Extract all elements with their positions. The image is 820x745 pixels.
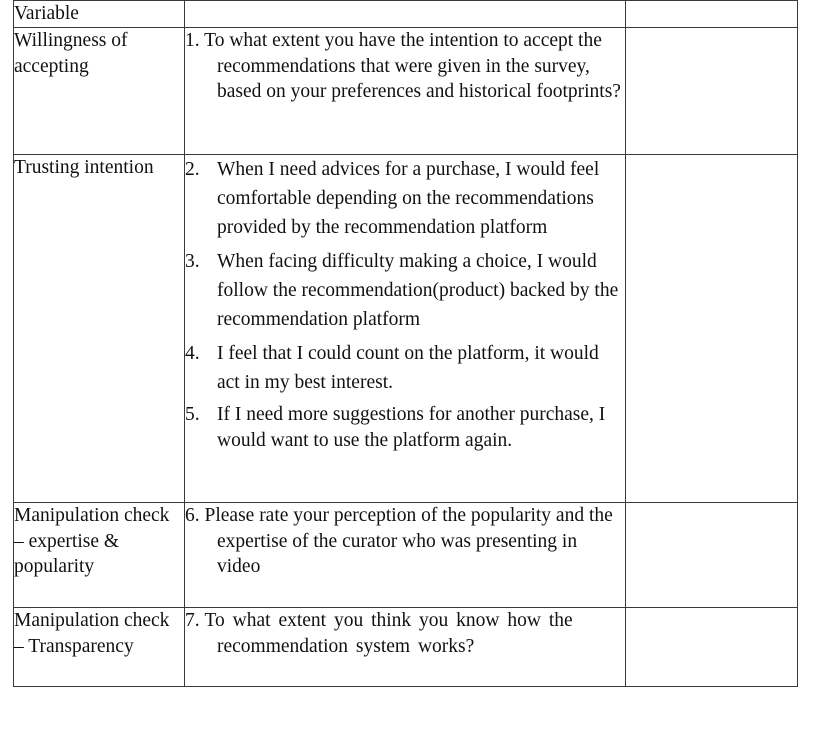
survey-item (185, 247, 625, 334)
item-number: 2. (185, 159, 200, 180)
items-cell (185, 155, 626, 503)
survey-item (185, 28, 625, 105)
item-text: When I need advices for a purchase, I would feel comfortable depending on the recommendations provided by the recommendation platform (217, 159, 600, 238)
survey-item (185, 339, 625, 397)
item-text: When facing difficulty making a choice, I would follow the recommendation(product) backed by the recommendation platform (217, 251, 619, 330)
variable-cell: Willingness of accepting (14, 28, 185, 155)
variable-cell: Manipulation check – Transparency (14, 608, 185, 687)
response-cell (626, 28, 798, 155)
table-row (14, 28, 798, 155)
variable-cell: Trusting intention (14, 155, 185, 503)
survey-item (185, 155, 625, 242)
header-extra-cell (626, 1, 798, 28)
survey-item (185, 503, 625, 580)
header-items-cell (185, 1, 626, 28)
item-text: Please rate your perception of the popularity and the expertise of the curator who was presenting in video (204, 505, 613, 577)
table-row (14, 155, 798, 503)
items-cell (185, 28, 626, 155)
item-number: 7. (185, 610, 205, 631)
item-text: If I need more suggestions for another purchase, I would want to use the platform again. (217, 404, 606, 451)
response-cell (626, 503, 798, 608)
survey-variables-table (13, 0, 798, 687)
item-number: 6. (185, 505, 205, 526)
response-cell (626, 155, 798, 503)
item-text: I feel that I could count on the platform, it would act in my best interest. (217, 343, 599, 393)
survey-item (185, 402, 625, 453)
items-cell (185, 503, 626, 608)
table-row (14, 608, 798, 687)
response-cell (626, 608, 798, 687)
item-text: To what extent you think you know how the recommendation system works? (204, 610, 573, 657)
header-variable-cell: Variable (14, 1, 185, 28)
item-text: To what extent you have the intention to accept the recommendations that were given in the survey, based on your preferences and historical footprints? (204, 30, 621, 102)
item-number: 4. (185, 343, 200, 364)
item-number: 3. (185, 251, 200, 272)
item-number: 1. (185, 30, 205, 51)
item-number: 5. (185, 404, 200, 425)
survey-item (185, 608, 625, 659)
table-header-row (14, 1, 798, 28)
items-cell (185, 608, 626, 687)
table-row (14, 503, 798, 608)
variable-cell: Manipulation check – expertise & popularity (14, 503, 185, 608)
